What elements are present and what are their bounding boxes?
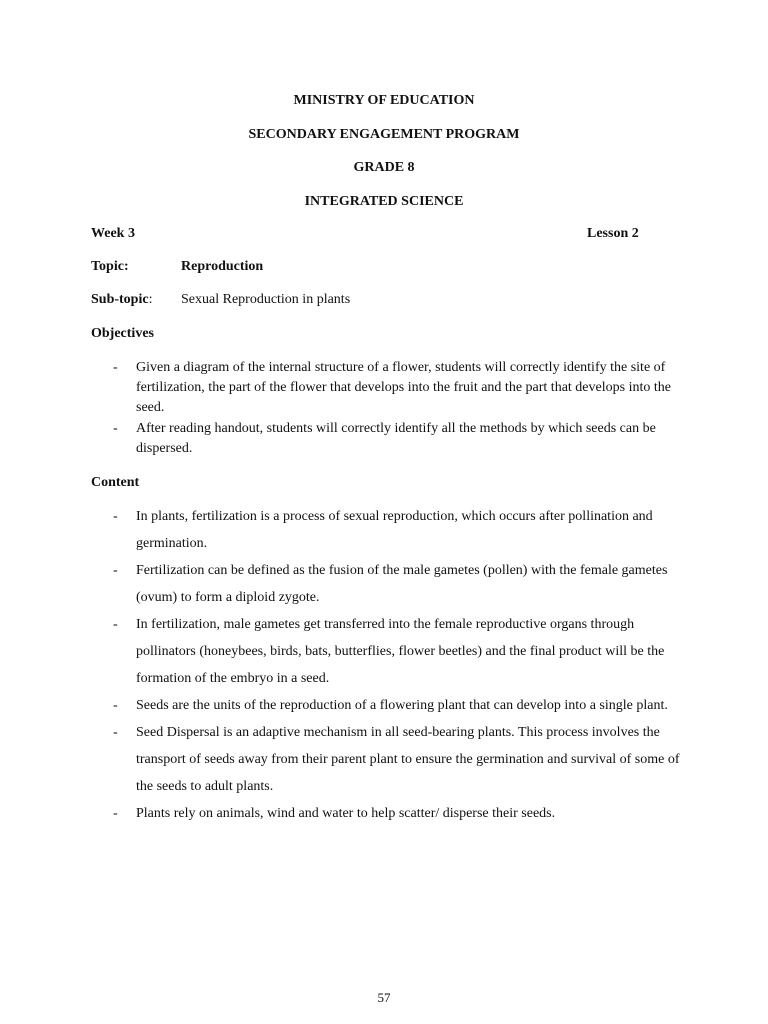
list-item: - Seeds are the units of the reproduction of a flowering plant that can develop into a single plant. — [113, 698, 668, 713]
list-item: - Seed Dispersal is an adaptive mechanism in all seed-bearing plants. This process involves the transport of seeds away from their parent plant to ensure the germination and survival of some of the seeds to adult plants. — [113, 725, 680, 794]
content-heading: Content — [91, 475, 140, 490]
topic-label: Topic: — [91, 259, 129, 274]
list-item: - In plants, fertilization is a process of sexual reproduction, which occurs after pollination and germination. — [113, 509, 653, 551]
subject-heading: INTEGRATED SCIENCE — [304, 194, 464, 209]
list-item: - Given a diagram of the internal structure of a flower, students will correctly identify the site of fertilization, the part of the flower that develops into the fruit and the part that develops into the seed. — [113, 360, 671, 415]
ministry-heading: MINISTRY OF EDUCATION — [293, 93, 475, 108]
objectives-list — [113, 358, 693, 459]
week-label: Week 3 — [91, 226, 135, 241]
list-item: - Fertilization can be defined as the fusion of the male gametes (pollen) with the female gametes (ovum) to form a diploid zygote. — [113, 563, 668, 605]
lesson-label: Lesson 2 — [587, 226, 639, 241]
subtopic-value: Sexual Reproduction in plants — [181, 292, 351, 307]
list-item: - Plants rely on animals, wind and water to help scatter/ disperse their seeds. — [113, 806, 556, 821]
objectives-heading: Objectives — [91, 326, 154, 341]
subtopic-label: Sub-topic — [91, 292, 149, 307]
grade-heading: GRADE 8 — [353, 160, 415, 175]
program-heading: SECONDARY ENGAGEMENT PROGRAM — [248, 127, 520, 142]
list-item: - After reading handout, students will correctly identify all the methods by which seeds can be dispersed. — [113, 421, 656, 456]
page-number: 57 — [377, 990, 391, 1005]
list-item: - In fertilization, male gametes get transferred into the female reproductive organs through pollinators (honeybees, birds, bats, butterflies, flower beetles) and the final product will be the formation of the embryo in a seed. — [113, 617, 665, 686]
subtopic-colon: : — [148, 292, 153, 307]
content-list — [113, 503, 693, 827]
topic-value: Reproduction — [181, 259, 264, 274]
subtopic-label-row — [91, 292, 152, 308]
